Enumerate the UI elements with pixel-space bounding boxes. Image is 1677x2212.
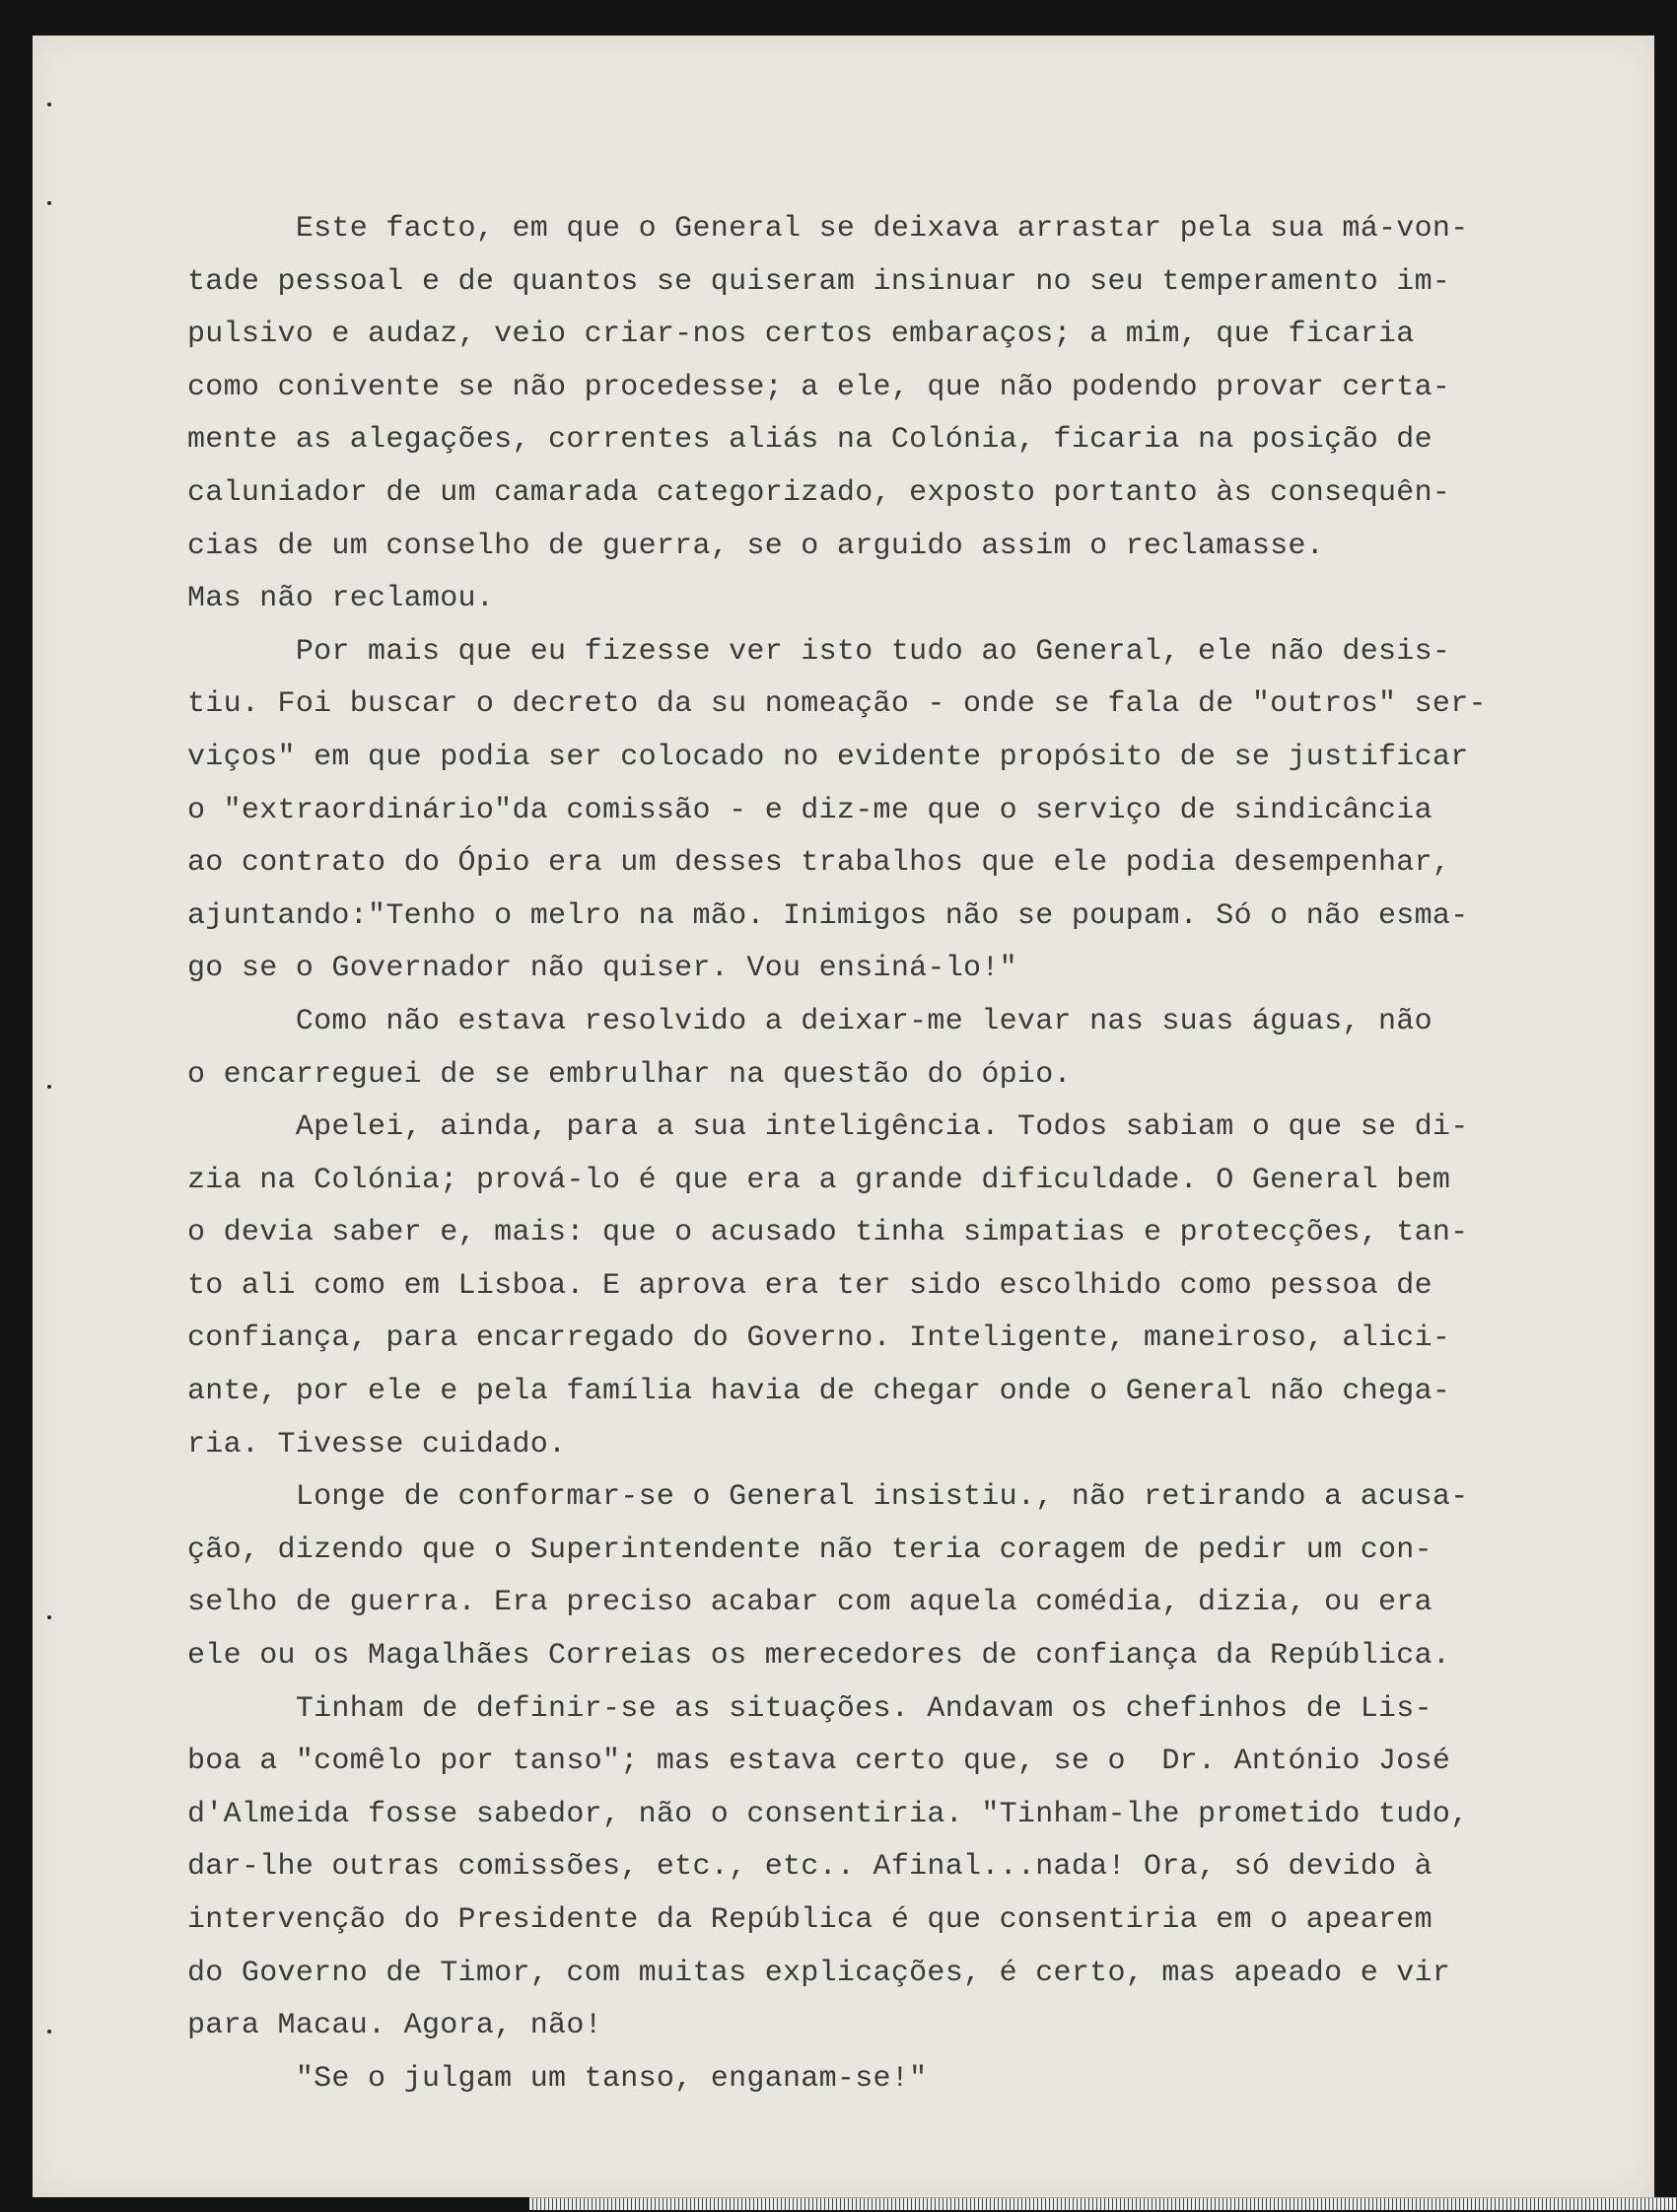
margin-mark [47, 103, 51, 107]
text-line: pulsivo e audaz, veio criar-nos certos embaraços; a mim, que ficaria [187, 318, 1415, 352]
text-line: Este facto, em que o General se deixava arrastar pela sua má-von- [187, 212, 1469, 246]
text-line: Apelei, ainda, para a sua inteligência. Todos sabiam o que se di- [187, 1110, 1469, 1145]
text-line: Mas não reclamou. [187, 582, 495, 616]
text-line: para Macau. Agora, não! [187, 2009, 602, 2043]
text-line: Por mais que eu fizesse ver isto tudo ao General, ele não desis- [187, 634, 1451, 669]
text-line: ajuntando:"Tenho o melro na mão. Inimigos não se poupam. Só o não esma- [187, 898, 1469, 933]
text-line: confiança, para encarregado do Governo. Inteligente, maneiroso, alici- [187, 1321, 1451, 1356]
text-line: go se o Governador não quiser. Vou ensiná-lo!" [187, 952, 1017, 986]
text-line: "Se o julgam um tanso, enganam-se!" [187, 2061, 928, 2096]
margin-mark [47, 2030, 51, 2034]
text-line: Longe de conformar-se o General insistiu., não retirando a acusa- [187, 1480, 1469, 1515]
text-line: ante, por ele e pela família havia de chegar onde o General não chega- [187, 1375, 1451, 1409]
text-line: zia na Colónia; prová-lo é que era a grande dificuldade. O General bem [187, 1163, 1451, 1197]
text-line: mente as alegações, correntes aliás na Colónia, ficaria na posição de [187, 423, 1432, 458]
text-line: dar-lhe outras comissões, etc., etc.. Afinal...nada! Ora, só devido à [187, 1850, 1432, 1885]
text-line: ção, dizendo que o Superintendente não teria coragem de pedir um con- [187, 1533, 1432, 1567]
margin-mark [47, 1085, 51, 1089]
text-line: caluniador de um camarada categorizado, exposto portanto às consequên- [187, 475, 1451, 510]
text-line: Como não estava resolvido a deixar-me levar nas suas águas, não [187, 1004, 1432, 1038]
margin-mark [47, 201, 51, 205]
text-line: d'Almeida fosse sabedor, não o consentiria. "Tinham-lhe prometido tudo, [187, 1797, 1469, 1831]
text-line: cias de um conselho de guerra, se o arguido assim o reclamasse. [187, 529, 1325, 563]
text-line: intervenção do Presidente da República é que consentiria em o apearem [187, 1903, 1432, 1937]
text-line: do Governo de Timor, com muitas explicações, é certo, mas apeado e vir [187, 1956, 1451, 1990]
text-line: ria. Tivesse cuidado. [187, 1427, 567, 1462]
text-line: ao contrato do Ópio era um desses trabalhos que ele podia desempenhar, [187, 846, 1451, 881]
page-body [187, 203, 1587, 2105]
text-line: o encarreguei de se embrulhar na questão do ópio. [187, 1057, 1072, 1092]
text-line: tade pessoal e de quantos se quiseram insinuar no seu temperamento im- [187, 264, 1451, 299]
text-line: ele ou os Magalhães Correias os merecedores de confiança da República. [187, 1639, 1451, 1674]
text-line: Tinham de definir-se as situações. Andavam os chefinhos de Lis- [187, 1691, 1432, 1726]
text-line: to ali como em Lisboa. E aprova era ter sido escolhido como pessoa de [187, 1268, 1432, 1303]
text-line: tiu. Foi buscar o decreto da su nomeação - onde se fala de "outros" ser- [187, 687, 1487, 722]
text-line: o "extraordinário"da comissão - e diz-me que o serviço de sindicância [187, 793, 1432, 827]
text-line: viços" em que podia ser colocado no evidente propósito de se justificar [187, 740, 1469, 774]
margin-mark [47, 1615, 51, 1619]
text-line: selho de guerra. Era preciso acabar com aquela comédia, dizia, ou era [187, 1586, 1432, 1620]
scale-ruler [529, 2197, 1677, 2210]
text-line: o devia saber e, mais: que o acusado tinha simpatias e protecções, tan- [187, 1216, 1469, 1250]
text-line: boa a "comêlo por tanso"; mas estava certo que, se o Dr. António José [187, 1745, 1451, 1779]
text-line: como conivente se não procedesse; a ele, que não podendo provar certa- [187, 370, 1451, 404]
typewritten-page [33, 36, 1654, 2197]
